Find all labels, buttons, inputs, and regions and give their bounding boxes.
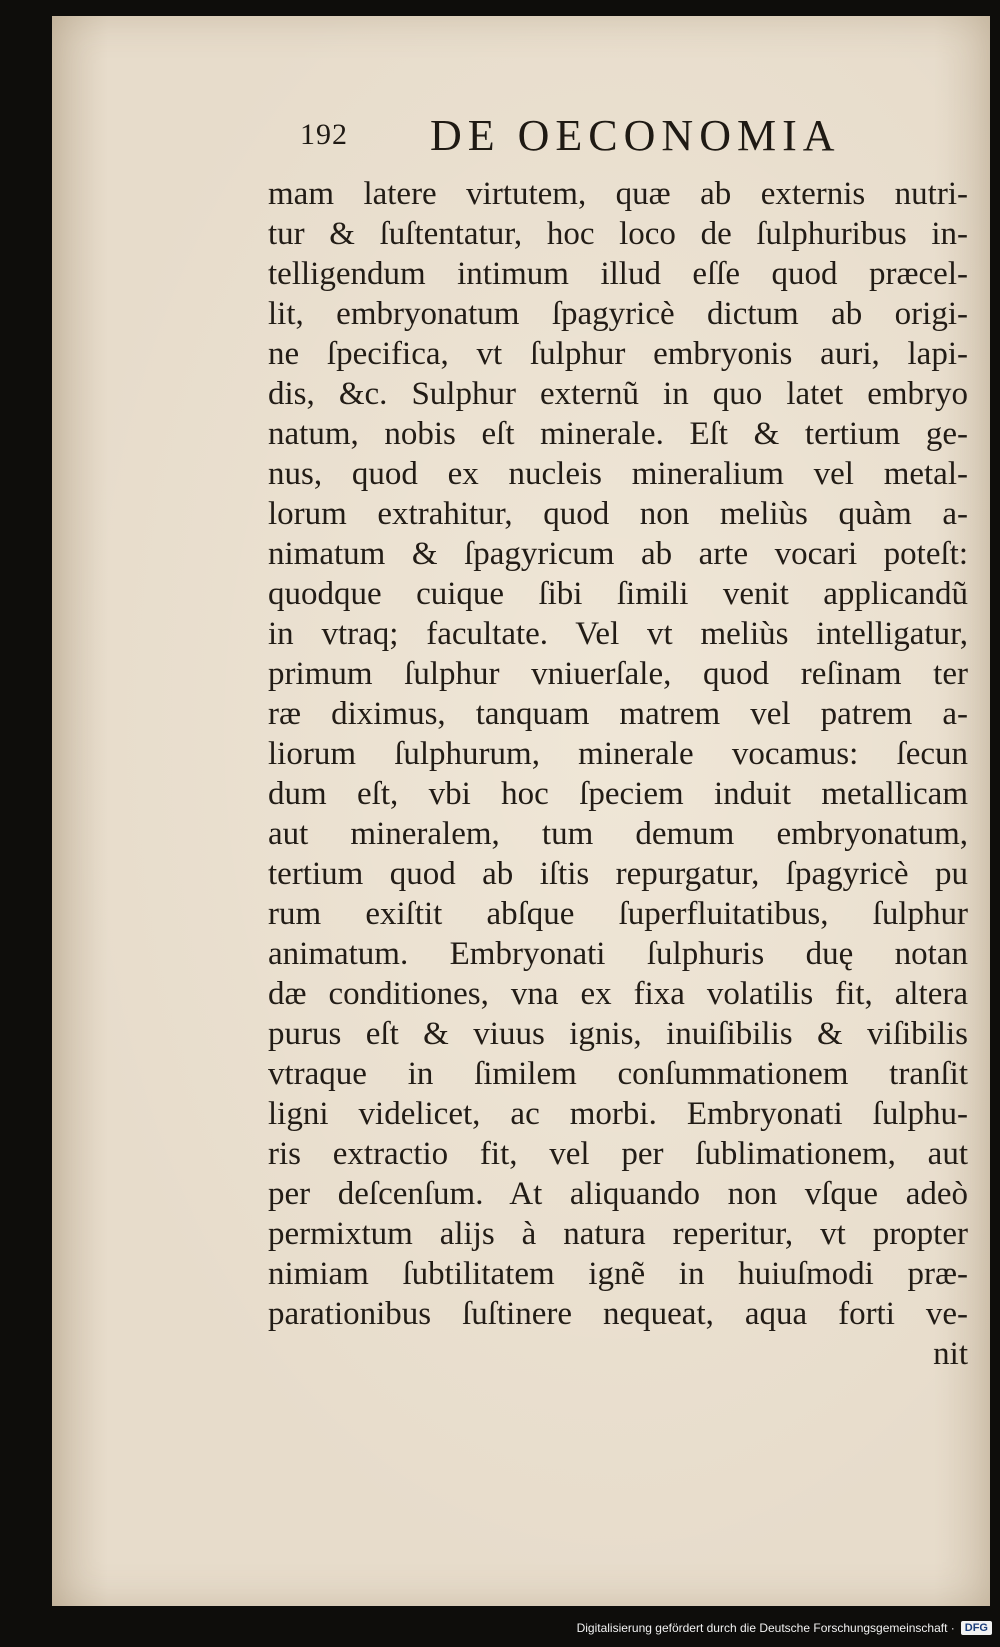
credit-text: Digitalisierung gefördert durch die Deutsche Forschungsgemeinschaft · (576, 1621, 955, 1635)
text-line: vtraque in ſimilem conſummationem tranſit (268, 1056, 968, 1092)
text-line: nimiam ſubtilitatem ignẽ in huiuſmodi præ- (268, 1256, 968, 1292)
text-line: ne ſpecifica, vt ſulphur embryonis auri, lapi- (268, 336, 968, 372)
text-line: nus, quod ex nucleis mineralium vel metal- (268, 456, 968, 492)
text-line: in vtraq; facultate. Vel vt meliùs intelligatur, (268, 616, 968, 652)
catchword: nit (933, 1336, 968, 1372)
text-line: ligni videlicet, ac morbi. Embryonati ſulphu- (268, 1096, 968, 1132)
text-line: nimatum & ſpagyricum ab arte vocari poteſt: (268, 536, 968, 572)
text-line: ræ diximus, tanquam matrem vel patrem a- (268, 696, 968, 732)
text-line: dum eſt, vbi hoc ſpeciem induit metallicam (268, 776, 968, 812)
text-line: per deſcenſum. At aliquando non vſque adeò (268, 1176, 968, 1212)
text-line: dæ conditiones, vna ex fixa volatilis fit, altera (268, 976, 968, 1012)
text-line: animatum. Embryonati ſulphuris duę notan (268, 936, 968, 972)
text-line: natum, nobis eſt minerale. Eſt & tertium ge- (268, 416, 968, 452)
digitization-credit (577, 1613, 992, 1643)
text-line: dis, &c. Sulphur externũ in quo latet embryo (268, 376, 968, 412)
page-header (300, 108, 940, 164)
book-page (52, 16, 990, 1606)
text-line: purus eſt & viuus ignis, inuiſibilis & viſibilis (268, 1016, 968, 1052)
text-line: rum exiſtit abſque ſuperfluitatibus, ſulphur (268, 896, 968, 932)
text-line: parationibus ſuſtinere nequeat, aqua forti ve- (268, 1296, 968, 1332)
text-line: primum ſulphur vniuerſale, quod reſinam ter (268, 656, 968, 692)
body-text (268, 174, 968, 1374)
dfg-logo: DFG (961, 1621, 992, 1635)
running-title: DE OECONOMIA (430, 111, 841, 160)
text-line: lorum extrahitur, quod non meliùs quàm a- (268, 496, 968, 532)
text-line: liorum ſulphurum, minerale vocamus: ſecun (268, 736, 968, 772)
text-line: ris extractio fit, vel per ſublimationem, aut (268, 1136, 968, 1172)
text-line: lit, embryonatum ſpagyricè dictum ab origi- (268, 296, 968, 332)
page-number: 192 (300, 118, 348, 151)
text-line: tur & ſuſtentatur, hoc loco de ſulphuribus in- (268, 216, 968, 252)
text-line: permixtum alijs à natura reperitur, vt propter (268, 1216, 968, 1252)
text-line: aut mineralem, tum demum embryonatum, (268, 816, 968, 852)
text-line: quodque cuique ſibi ſimili venit applicandũ (268, 576, 968, 612)
text-line: tertium quod ab iſtis repurgatur, ſpagyricè pu (268, 856, 968, 892)
text-line: telligendum intimum illud eſſe quod præcel- (268, 256, 968, 292)
text-line: mam latere virtutem, quæ ab externis nutri- (268, 176, 968, 212)
